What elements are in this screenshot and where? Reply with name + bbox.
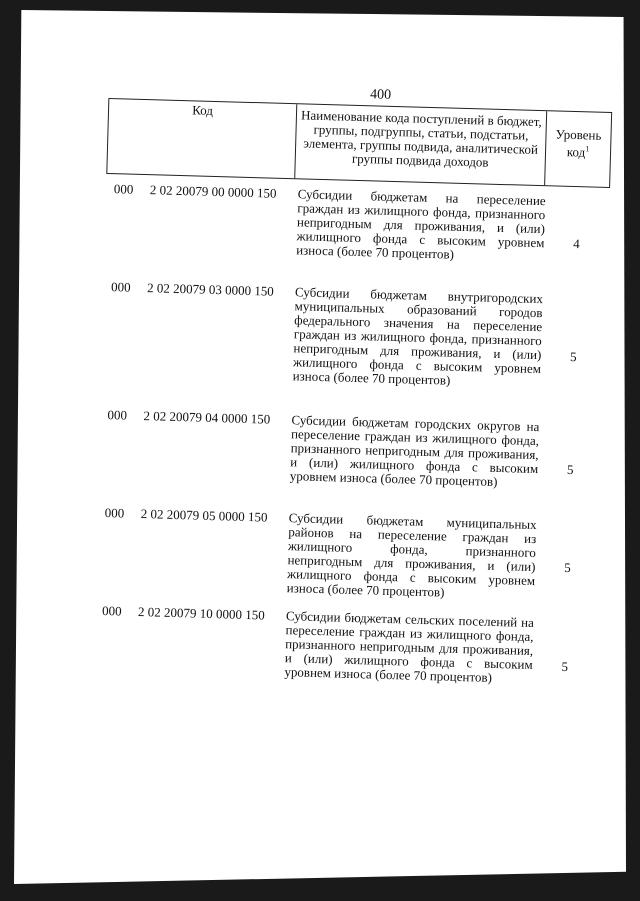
row-name: Субсидии бюджетам сельских поселений на переселение граждан из жилищного фонда, признанного непригодным для проживания, и (или) жилищного фонда с высоким уровнем износа (более 70 процентов) xyxy=(284,608,535,685)
row-prefix: 000 xyxy=(110,279,131,295)
row-code: 2 02 20079 03 0000 150 xyxy=(146,280,275,299)
header-level-footnote: 1 xyxy=(585,144,590,154)
row-code: 2 02 20079 05 0000 150 xyxy=(140,506,268,525)
row-level: 5 xyxy=(566,461,574,478)
header-code: Код xyxy=(107,99,297,178)
row-name: Субсидии бюджетам на переселение граждан из жилищного фонда, признанного непригодным для проживания, и (или) жилищного фонда с высоким уровнем износа (более 70 процентов) xyxy=(296,186,546,262)
table-row xyxy=(102,506,601,618)
row-code: 2 02 20079 10 0000 150 xyxy=(137,604,265,623)
row-level: 4 xyxy=(573,236,580,252)
table-row xyxy=(99,604,598,718)
table-row xyxy=(105,408,604,520)
row-level: 5 xyxy=(569,348,577,365)
row-prefix: 000 xyxy=(107,407,128,423)
table-row xyxy=(111,182,610,294)
row-name: Субсидии бюджетам муниципальных районов на переселение граждан из жилищного фонда, признанного непригодным для проживания, и (или) жилищного фонда с высоким уровнем износа (более 70 процентов) xyxy=(286,510,537,600)
row-prefix: 000 xyxy=(104,505,125,521)
row-code: 2 02 20079 04 0000 150 xyxy=(143,408,271,427)
row-prefix: 000 xyxy=(113,181,134,197)
header-level xyxy=(545,111,611,187)
page-number: 400 xyxy=(369,87,392,103)
row-level: 5 xyxy=(564,559,571,576)
header-level-label: Уровень код xyxy=(555,126,602,160)
header-name: Наименование кода поступлений в бюджет, группы, подгруппы, статьи, подстатьи, элемента, группы подвида, аналитической группы подвида доходов xyxy=(295,104,547,185)
table-body xyxy=(99,182,609,718)
table-header xyxy=(106,98,612,188)
row-code: 2 02 20079 00 0000 150 xyxy=(149,182,277,201)
row-name: Субсидии бюджетам внутригородских муниципальных образований городов федерального значения на переселение граждан из жилищного фонда, признанного непригодным для проживания, и (или) жилищного фонда с высоким уровнем износа (более 70 процентов) xyxy=(292,284,544,388)
row-name: Субсидии бюджетам городских округов на переселение граждан из жилищного фонда, признанного непригодным для проживания, и (или) жилищного фонда с высоким уровнем износа (более 70 процентов) xyxy=(289,412,540,489)
row-prefix: 000 xyxy=(101,602,122,619)
table-row xyxy=(108,280,607,422)
row-level: 5 xyxy=(561,658,569,675)
